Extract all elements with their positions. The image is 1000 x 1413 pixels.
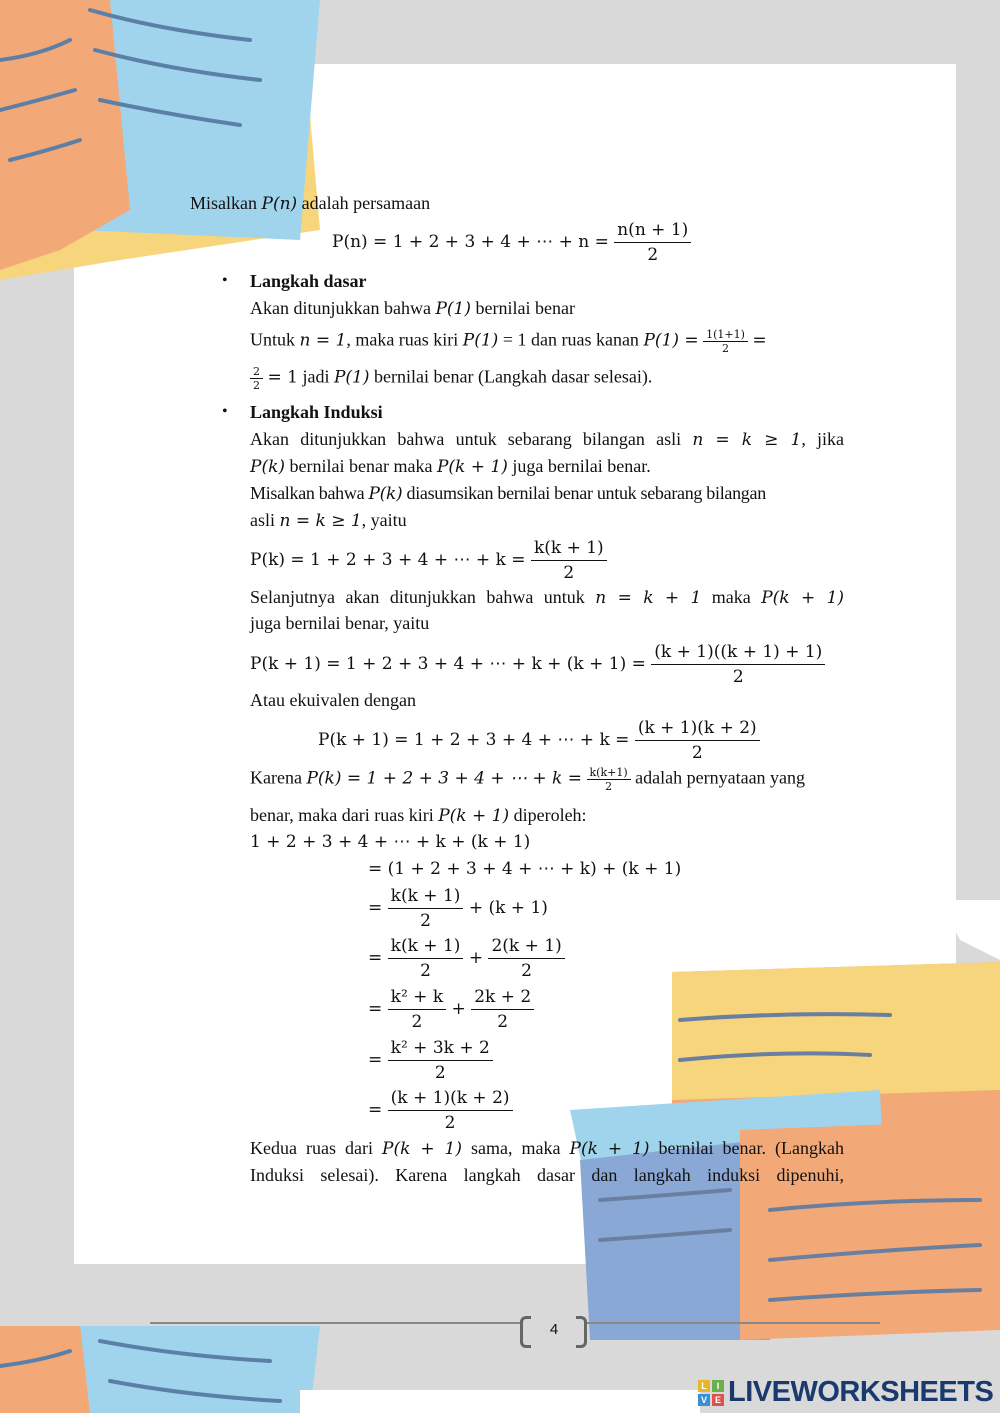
d2-tail: + (k + 1) xyxy=(468,898,548,918)
logo-wordmark: LIVEWORKSHEETS xyxy=(728,1376,994,1408)
d3-den2: 2 xyxy=(521,961,532,981)
bottom-left-decoration xyxy=(0,1326,330,1413)
derivation-6 xyxy=(368,1086,513,1135)
s2-line9 xyxy=(250,804,587,827)
s1-line2-e: = 1 dan ruas kanan xyxy=(502,329,639,350)
d3-plus: + xyxy=(468,948,484,968)
s2-l8-b: P(k) = 1 + 2 + 3 + 4 + ⋯ + k = xyxy=(306,768,582,789)
footer-line-right xyxy=(586,1322,880,1324)
eq1-lhs: P(n) = 1 + 2 + 3 + 4 + ⋯ + n = xyxy=(332,232,609,252)
eq2-num: k(k + 1) xyxy=(531,536,607,561)
s2-line1 xyxy=(250,428,844,451)
derivation-0: 1 + 2 + 3 + 4 + ⋯ + k + (k + 1) xyxy=(250,832,531,852)
eq3-fraction xyxy=(651,640,825,689)
s2-l4-b: n = k ≥ 1 xyxy=(279,511,362,531)
equation-3 xyxy=(250,640,825,689)
s1-line3-c: bernilai benar (Langkah dasar selesai). xyxy=(374,366,653,387)
d6-den: 2 xyxy=(444,1113,456,1133)
s1-line3 xyxy=(250,365,652,392)
s2-l4-c: , yaitu xyxy=(361,510,407,530)
s1-line1-p1: P(1) xyxy=(435,299,471,319)
s1-line1 xyxy=(250,297,575,320)
s2-l8-fraction xyxy=(587,766,631,793)
s1-line3-a: = 1 xyxy=(267,367,298,388)
d2-num: k(k + 1) xyxy=(388,884,464,909)
s2-l1-a: Akan ditunjukkan bahwa untuk sebarang bilangan asli xyxy=(250,429,682,449)
d6-fraction xyxy=(388,1086,513,1135)
s2-line3 xyxy=(250,482,844,505)
s2-l2-d: juga bernilai benar. xyxy=(512,456,651,476)
eq1-den: 2 xyxy=(647,245,659,265)
s2-l10-b: P(k + 1) xyxy=(382,1139,462,1159)
s1-line3-fraction xyxy=(250,365,263,392)
s1-line2-a: Untuk xyxy=(250,329,295,350)
s2-line10 xyxy=(250,1137,844,1160)
d5-fraction xyxy=(388,1036,493,1085)
s1-line3-b: jadi xyxy=(302,366,330,387)
d6-num: (k + 1)(k + 2) xyxy=(388,1086,513,1111)
d3-num2: 2(k + 1) xyxy=(488,934,564,959)
s1-line2-b: n = 1 xyxy=(299,330,347,351)
logo-letter-l: L xyxy=(698,1380,710,1392)
d3-den1: 2 xyxy=(420,961,431,981)
s2-line2 xyxy=(250,455,651,478)
s2-l8-a: Karena xyxy=(250,767,302,788)
s1-equals: = xyxy=(752,330,767,351)
derivation-4 xyxy=(368,985,534,1034)
s2-line11: Induksi selesai). Karena langkah dasar dan langkah induksi dipenuhi, xyxy=(250,1165,844,1185)
s1-line3-den: 2 xyxy=(253,379,260,392)
d6-eq: = xyxy=(368,1100,383,1120)
logo-letter-e: E xyxy=(712,1394,724,1406)
logo-mark xyxy=(698,1380,724,1406)
derivation-1: = (1 + 2 + 3 + 4 + ⋯ + k) + (k + 1) xyxy=(368,859,682,879)
d5-eq: = xyxy=(368,1050,383,1070)
s2-l9-b: P(k + 1) xyxy=(438,806,510,826)
s1-line2-c: , maka ruas kiri xyxy=(346,329,459,350)
intro-line xyxy=(190,192,430,215)
s2-l3-pk: P(k) xyxy=(368,484,403,504)
s1-line1-a: Akan ditunjukkan bahwa xyxy=(250,298,431,318)
s2-line7: Atau ekuivalen dengan xyxy=(250,690,416,710)
intro-text: Misalkan xyxy=(190,193,257,213)
bottom-right-decoration xyxy=(560,900,1000,1340)
s2-l10-c: sama, maka xyxy=(471,1138,561,1158)
s2-l8-num: k(k+1) xyxy=(587,766,631,780)
equation-2 xyxy=(250,536,607,585)
s2-l2-a: P(k) xyxy=(250,457,286,477)
section-title-induction-step: Langkah Induksi xyxy=(250,402,383,422)
bottom-white-strip xyxy=(300,1390,700,1413)
s2-l10-e: bernilai benar. (Langkah xyxy=(658,1138,844,1158)
d3-eq: = xyxy=(368,948,383,968)
s2-l2-b: bernilai benar maka xyxy=(289,456,433,476)
d4-den2: 2 xyxy=(497,1012,509,1032)
d4-num2: 2k + 2 xyxy=(471,985,534,1010)
eq1-fraction xyxy=(614,218,691,267)
s2-l8-c: adalah pernyataan yang xyxy=(635,767,806,788)
eq4-fraction xyxy=(635,716,760,765)
d4-fraction-2 xyxy=(471,985,534,1034)
derivation-3 xyxy=(368,934,565,983)
derivation-2 xyxy=(368,884,548,933)
equation-4 xyxy=(318,716,760,765)
logo-letter-v: V xyxy=(698,1394,710,1406)
section-title-base-step: Langkah dasar xyxy=(250,271,367,291)
d5-den: 2 xyxy=(434,1063,446,1083)
s2-l5-b: n = k + 1 xyxy=(595,588,702,608)
s2-l4-a: asli xyxy=(250,510,275,530)
s1-frac-num: 1(1+1) xyxy=(703,328,748,342)
s2-line4 xyxy=(250,509,407,532)
s1-line2-d: P(1) xyxy=(462,330,499,351)
eq4-num: (k + 1)(k + 2) xyxy=(635,716,760,741)
eq3-num: (k + 1)((k + 1) + 1) xyxy=(651,640,825,665)
s1-line2-f: P(1) = xyxy=(643,330,699,351)
eq4-lhs: P(k + 1) = 1 + 2 + 3 + 4 + ⋯ + k = xyxy=(318,730,630,750)
s2-l1-b: n = k ≥ 1 xyxy=(692,430,802,450)
bullet-1: • xyxy=(222,272,228,289)
s2-line6: juga bernilai benar, yaitu xyxy=(250,613,430,633)
d2-fraction xyxy=(388,884,464,933)
eq3-lhs: P(k + 1) = 1 + 2 + 3 + 4 + ⋯ + k + (k + 1) = xyxy=(250,654,646,674)
d3-fraction-1 xyxy=(388,934,464,983)
d5-num: k² + 3k + 2 xyxy=(388,1036,493,1061)
eq1-num: n(n + 1) xyxy=(614,218,691,243)
liveworksheets-logo[interactable] xyxy=(698,1376,993,1409)
derivation-5 xyxy=(368,1036,493,1085)
eq2-den: 2 xyxy=(563,563,575,583)
s2-l10-a: Kedua ruas dari xyxy=(250,1138,374,1158)
s1-frac-den: 2 xyxy=(722,342,729,355)
d3-fraction-2 xyxy=(488,934,564,983)
s2-l2-c: P(k + 1) xyxy=(436,457,508,477)
footer-line-left xyxy=(150,1322,522,1324)
s1-line3-num: 2 xyxy=(250,365,263,379)
s2-l10-d: P(k + 1) xyxy=(569,1139,650,1159)
s2-l5-c: maka xyxy=(711,587,751,607)
eq4-den: 2 xyxy=(691,743,703,763)
s1-line2 xyxy=(250,328,844,355)
s2-line5 xyxy=(250,586,844,609)
s2-line8 xyxy=(250,766,805,793)
d4-den1: 2 xyxy=(411,1012,423,1032)
eq3-den: 2 xyxy=(732,667,744,687)
s1-line1-b: bernilai benar xyxy=(475,298,575,318)
s2-l9-a: benar, maka dari ruas kiri xyxy=(250,805,434,825)
d4-eq: = xyxy=(368,999,383,1019)
s1-line3-p1: P(1) xyxy=(333,367,370,388)
eq2-lhs: P(k) = 1 + 2 + 3 + 4 + ⋯ + k = xyxy=(250,550,526,570)
equation-1 xyxy=(332,218,691,267)
pn-symbol: P(n) xyxy=(261,194,298,214)
s2-l3-a: Misalkan bahwa xyxy=(250,483,365,503)
d4-plus: + xyxy=(451,999,466,1019)
d3-num1: k(k + 1) xyxy=(388,934,464,959)
page-number: 4 xyxy=(549,1321,559,1338)
intro-after-text: adalah persamaan xyxy=(301,193,431,213)
d2-eq: = xyxy=(368,898,383,918)
logo-letter-i: I xyxy=(712,1380,724,1392)
d4-num1: k² + k xyxy=(388,985,446,1010)
s2-l8-den: 2 xyxy=(605,780,613,793)
d2-den: 2 xyxy=(420,911,431,931)
s1-fraction xyxy=(703,328,748,355)
s2-l1-c: , jika xyxy=(801,429,845,449)
d4-fraction-1 xyxy=(388,985,446,1034)
bullet-2: • xyxy=(222,403,228,420)
s2-l5-a: Selanjutnya akan ditunjukkan bahwa untuk xyxy=(250,587,585,607)
s2-l5-d: P(k + 1) xyxy=(761,588,845,608)
top-left-decoration xyxy=(0,0,330,300)
eq2-fraction xyxy=(531,536,607,585)
s2-l3-b: diasumsikan bernilai benar untuk sebarang bilangan xyxy=(406,483,766,503)
s2-l9-c: diperoleh: xyxy=(513,805,587,825)
